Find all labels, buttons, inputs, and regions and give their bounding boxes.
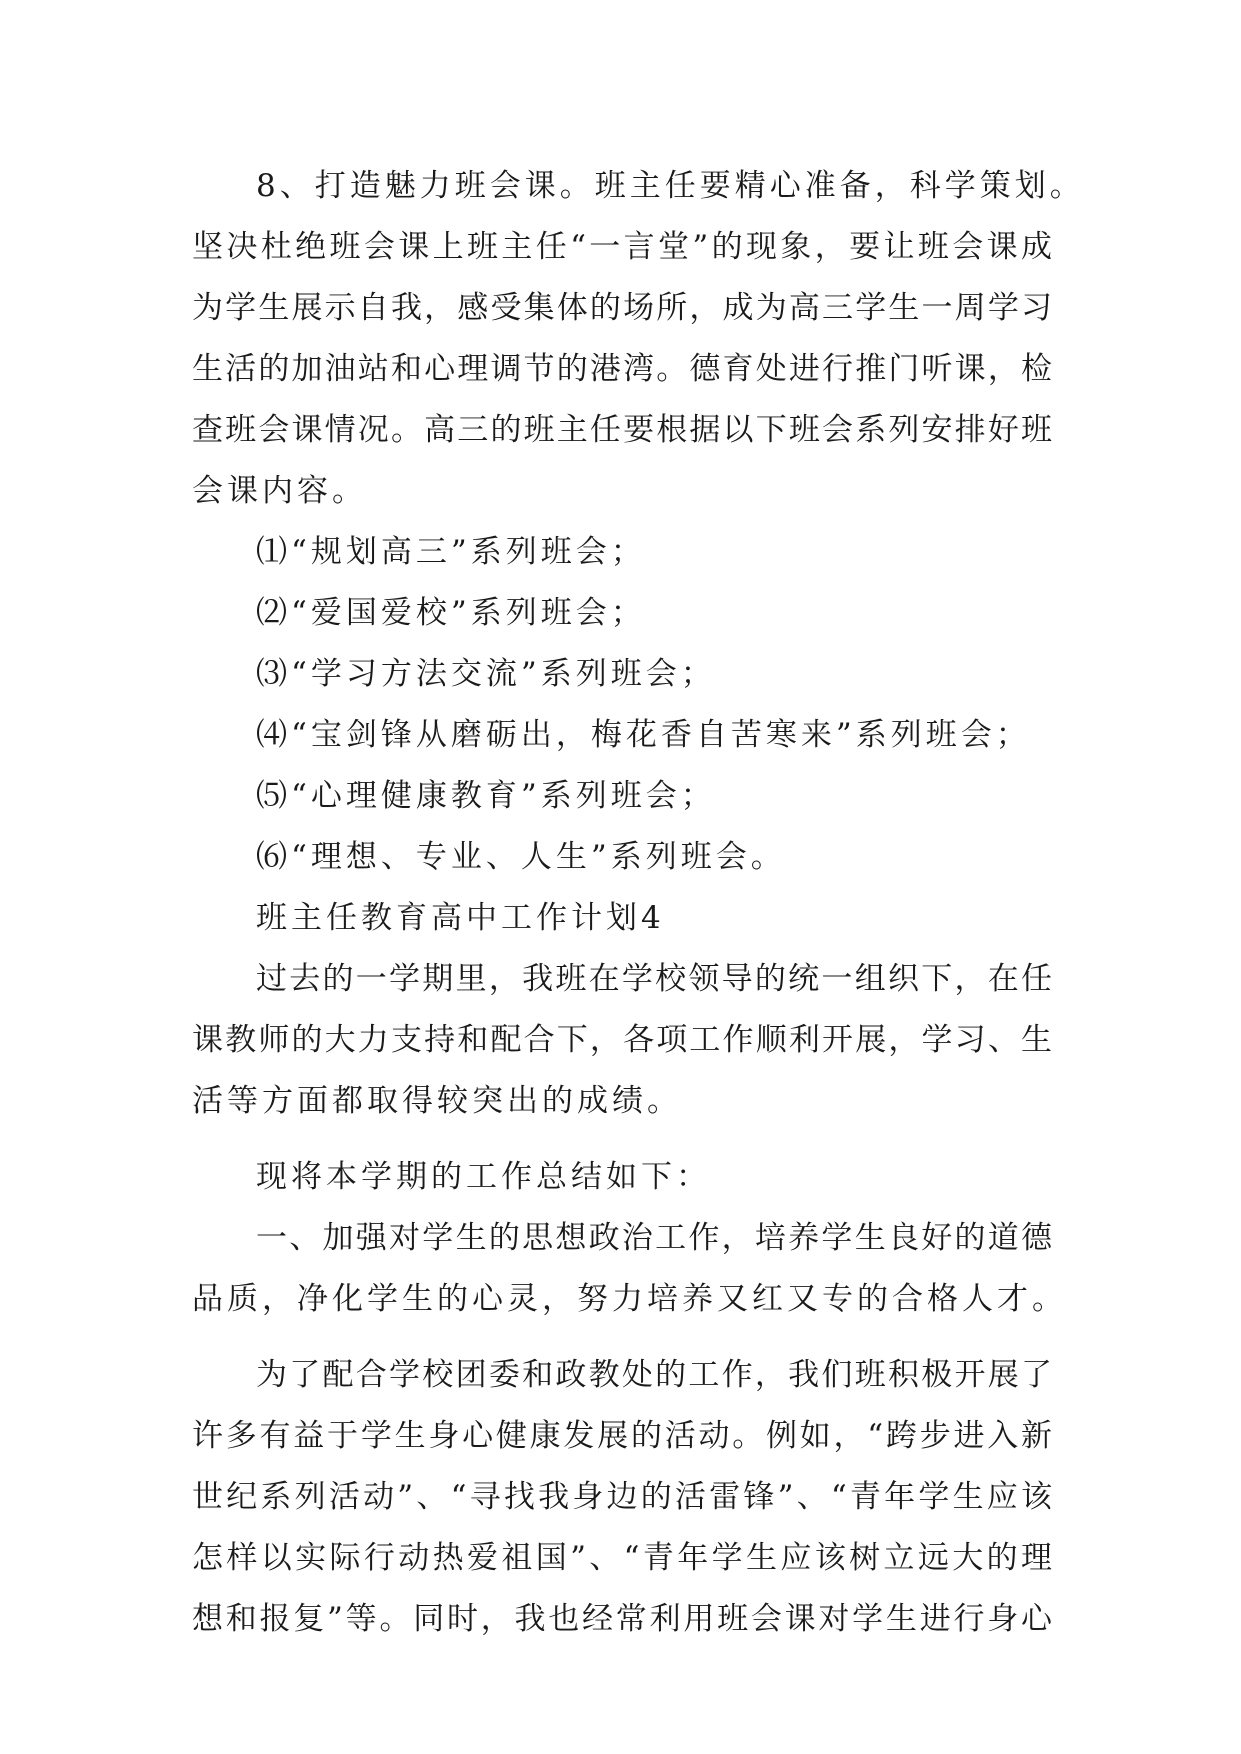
paragraph-class-meeting bbox=[192, 156, 1085, 522]
list-item: ⑵“爱国爱校”系列班会； bbox=[256, 595, 646, 631]
text-line: 一、加强对学生的思想政治工作，培养学生良好的道德 bbox=[256, 1220, 1052, 1256]
text-line: 怎样以实际行动热爱祖国”、“青年学生应该树立远大的理 bbox=[192, 1540, 1052, 1576]
list-item: ⑹“理想、专业、人生”系列班会。 bbox=[256, 839, 786, 875]
text-line: 世纪系列活动”、“寻找我身边的活雷锋”、“青年学生应该 bbox=[192, 1479, 1052, 1515]
text-line: 想和报复”等。同时，我也经常利用班会课对学生进行身心 bbox=[192, 1601, 1052, 1637]
text-line: 会课内容。 bbox=[192, 473, 367, 509]
paragraph-activities bbox=[192, 1345, 1052, 1650]
section-heading: 班主任教育高中工作计划4 bbox=[256, 900, 665, 936]
text-line: 为了配合学校团委和政教处的工作，我们班积极开展了 bbox=[256, 1357, 1052, 1393]
text-line: 8、打造魅力班会课。班主任要精心准备，科学策划。 bbox=[256, 168, 1085, 204]
text-line: 为学生展示自我，感受集体的场所，成为高三学生一周学习 bbox=[192, 290, 1052, 326]
text-line: 许多有益于学生身心健康发展的活动。例如，“跨步进入新 bbox=[192, 1418, 1052, 1454]
text-line: 课教师的大力支持和配合下，各项工作顺利开展，学习、生 bbox=[192, 1022, 1052, 1058]
text-line: 坚决杜绝班会课上班主任“一言堂”的现象，要让班会课成 bbox=[192, 229, 1052, 265]
text-line: 活等方面都取得较突出的成绩。 bbox=[192, 1083, 682, 1119]
meeting-series-list bbox=[192, 522, 1052, 888]
text-line: 品质，净化学生的心灵，努力培养又红又专的合格人才。 bbox=[192, 1281, 1067, 1317]
list-item: ⑸“心理健康教育”系列班会； bbox=[256, 778, 716, 814]
document-body bbox=[192, 156, 1085, 1650]
text-line: 过去的一学期里，我班在学校领导的统一组织下，在任 bbox=[256, 961, 1052, 997]
list-item: ⑷“宝剑锋从磨砺出，梅花香自苦寒来”系列班会； bbox=[256, 717, 1031, 753]
text-line: 查班会课情况。高三的班主任要根据以下班会系列安排好班 bbox=[192, 412, 1052, 448]
paragraph-summary-intro: 现将本学期的工作总结如下： bbox=[256, 1159, 711, 1195]
list-item: ⑴“规划高三”系列班会； bbox=[256, 534, 646, 570]
text-line: 生活的加油站和心理调节的港湾。德育处进行推门听课，检 bbox=[192, 351, 1052, 387]
paragraph-section-one bbox=[192, 1208, 1067, 1330]
paragraph-past-semester bbox=[192, 949, 1052, 1132]
list-item: ⑶“学习方法交流”系列班会； bbox=[256, 656, 716, 692]
